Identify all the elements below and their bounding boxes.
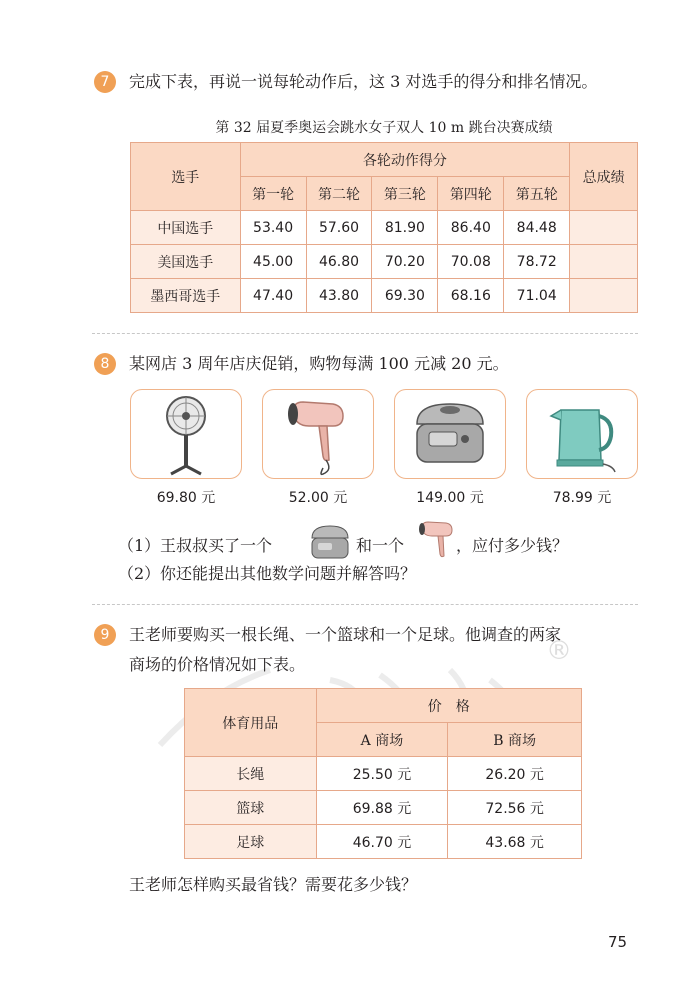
row-player-name: 中国选手 xyxy=(131,211,241,245)
section-divider xyxy=(92,333,638,334)
score-cell: 45.00 xyxy=(240,245,306,279)
header-price: 价 格 xyxy=(316,689,581,723)
electric-kettle-icon xyxy=(527,390,637,478)
product-card-fan[interactable] xyxy=(130,389,242,479)
score-cell: 53.40 xyxy=(240,211,306,245)
score-cell: 70.20 xyxy=(372,245,438,279)
price-hair-dryer: 52.00 元 xyxy=(288,490,348,506)
score-cell: 78.72 xyxy=(504,245,570,279)
rice-cooker-inline-icon xyxy=(306,522,354,566)
row-player-name: 墨西哥选手 xyxy=(131,279,241,313)
table-row xyxy=(185,757,582,791)
rice-cooker-icon xyxy=(395,390,505,478)
table-title: 第 32 届夏季奥运会跳水女子双人 10 m 跳台决赛成绩 xyxy=(215,120,553,136)
price-cell: 46.70 元 xyxy=(316,825,448,859)
header-round-2: 第二轮 xyxy=(306,177,372,211)
price-cell: 72.56 元 xyxy=(448,791,582,825)
header-store-b: B 商场 xyxy=(448,723,582,757)
total-blank-cell[interactable] xyxy=(570,211,638,245)
sports-price-table xyxy=(184,688,582,859)
row-item-name: 篮球 xyxy=(185,791,317,825)
score-cell: 46.80 xyxy=(306,245,372,279)
header-round-5: 第五轮 xyxy=(504,177,570,211)
table-row xyxy=(185,791,582,825)
score-cell: 69.30 xyxy=(372,279,438,313)
header-store-a: A 商场 xyxy=(316,723,448,757)
section-divider xyxy=(92,604,638,605)
problem-9-text-line-2: 商场的价格情况如下表。 xyxy=(129,655,306,674)
problem-9-text-line-1: 王老师要购买一根长绳、一个篮球和一个足球。他调查的两家 xyxy=(129,625,562,644)
problem-9-question: 王老师怎样购买最省钱？需要花多少钱？ xyxy=(129,875,418,894)
page-number: 75 xyxy=(608,933,628,951)
score-cell: 68.16 xyxy=(438,279,504,313)
electric-fan-icon xyxy=(131,390,241,478)
score-cell: 84.48 xyxy=(504,211,570,245)
score-cell: 47.40 xyxy=(240,279,306,313)
table-row xyxy=(185,825,582,859)
question-2-label: （2） xyxy=(118,564,161,583)
header-item: 体育用品 xyxy=(185,689,317,757)
diving-score-table xyxy=(130,142,638,313)
price-cell: 43.68 元 xyxy=(448,825,582,859)
product-card-kettle[interactable] xyxy=(526,389,638,479)
table-row xyxy=(131,245,638,279)
header-round-1: 第一轮 xyxy=(240,177,306,211)
product-card-hair-dryer[interactable] xyxy=(262,389,374,479)
header-rounds: 各轮动作得分 xyxy=(240,143,570,177)
header-round-4: 第四轮 xyxy=(438,177,504,211)
score-cell: 70.08 xyxy=(438,245,504,279)
price-fan: 69.80 元 xyxy=(156,490,216,506)
table-row xyxy=(131,279,638,313)
score-cell: 57.60 xyxy=(306,211,372,245)
row-player-name: 美国选手 xyxy=(131,245,241,279)
row-item-name: 长绳 xyxy=(185,757,317,791)
hair-dryer-inline-icon xyxy=(416,518,456,568)
problem-7-text: 完成下表，再说一说每轮动作后，这 3 对选手的得分和排名情况。 xyxy=(129,72,598,91)
price-kettle: 78.99 元 xyxy=(552,490,612,506)
row-item-name: 足球 xyxy=(185,825,317,859)
hair-dryer-icon xyxy=(263,390,373,478)
header-total: 总成绩 xyxy=(570,143,638,211)
price-rice-cooker: 149.00 元 xyxy=(416,490,484,506)
price-cell: 26.20 元 xyxy=(448,757,582,791)
question-1-text-c: ，应付多少钱？ xyxy=(456,536,569,555)
header-player: 选手 xyxy=(131,143,241,211)
registered-mark: ® xyxy=(546,636,572,666)
total-blank-cell[interactable] xyxy=(570,245,638,279)
problem-8-number-badge: 8 xyxy=(94,353,116,375)
problem-9-number-badge: 9 xyxy=(94,624,116,646)
question-1-label: （1） xyxy=(118,536,161,555)
total-blank-cell[interactable] xyxy=(570,279,638,313)
product-card-rice-cooker[interactable] xyxy=(394,389,506,479)
question-1-text-a: 王叔叔买了一个 xyxy=(160,536,273,555)
question-1-text-b: 和一个 xyxy=(356,536,405,555)
score-cell: 71.04 xyxy=(504,279,570,313)
score-cell: 81.90 xyxy=(372,211,438,245)
score-cell: 86.40 xyxy=(438,211,504,245)
table-row xyxy=(131,211,638,245)
price-cell: 69.88 元 xyxy=(316,791,448,825)
header-round-3: 第三轮 xyxy=(372,177,438,211)
price-cell: 25.50 元 xyxy=(316,757,448,791)
question-2-text: 你还能提出其他数学问题并解答吗？ xyxy=(160,564,417,583)
problem-8-text: 某网店 3 周年店庆促销，购物每满 100 元减 20 元。 xyxy=(129,354,509,373)
score-cell: 43.80 xyxy=(306,279,372,313)
problem-7-number-badge: 7 xyxy=(94,71,116,93)
